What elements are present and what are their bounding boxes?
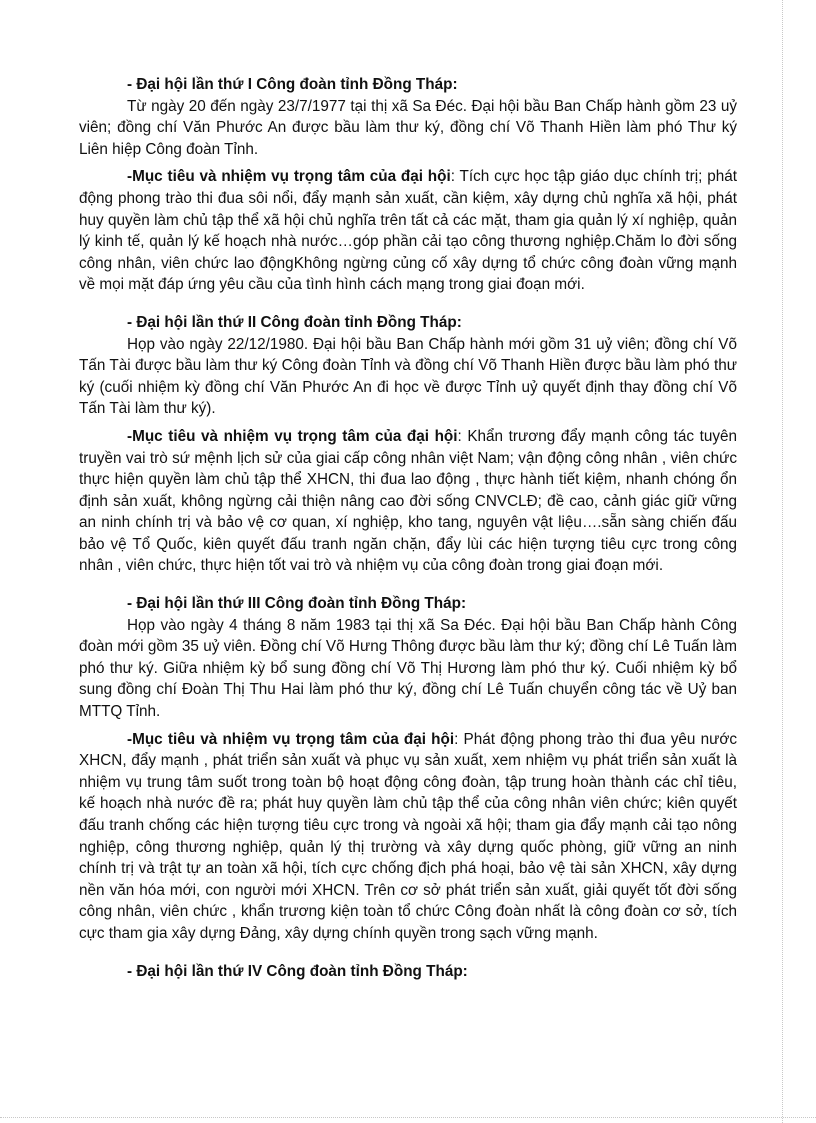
- section-heading: - Đại hội lần thứ I Công đoàn tỉnh Đồng Tháp:: [127, 76, 458, 93]
- section-goals: [79, 729, 737, 945]
- goals-text: : Tích cực học tập giáo dục chính trị; phát động phong trào thi đua sôi nổi, đẩy mạnh sản xuất, cần kiệm, xây dựng chủ nghĩa xã hội, phát huy quyền làm chủ tập thể xã hội chủ nghĩa trên tất cả các mặt, tham gia quản lý xí nghiệp, quản lý kinh tế, quản lý kế hoạch nhà nước…góp phần cải tạo công thương nghiệp.Chăm lo đời sống công nhân, viên chức lao độngKhông ngừng củng cố xây dựng tổ chức công đoàn vững mạnh về mọi mặt đáp ứng yêu cầu của tình hình cách mạng trong giai đoạn mới.: [79, 168, 737, 294]
- document-page: [79, 74, 737, 982]
- goals-lead: -Mục tiêu và nhiệm vụ trọng tâm của đại hội: [127, 730, 455, 748]
- section-congress-3: [79, 593, 737, 945]
- section-body: Họp vào ngày 4 tháng 8 năm 1983 tại thị xã Sa Đéc. Đại hội bầu Ban Chấp hành Công đoàn mới gồm 35 uỷ viên. Đồng chí Võ Hưng Thông được bầu làm thư ký; đồng chí Lê Tuấn làm phó thư ký. Giữa nhiệm kỳ bổ sung đồng chí Võ Thị Hương làm phó thư ký. Cuối nhiệm kỳ bổ sung đồng chí Đoàn Thị Thu Hai làm phó thư ký, đồng chí Lê Tuấn chuyển công tác về Uỷ ban MTTQ Tỉnh.: [79, 616, 737, 721]
- section-congress-2: [79, 312, 737, 577]
- section-heading: - Đại hội lần thứ II Công đoàn tỉnh Đồng Tháp:: [127, 313, 462, 331]
- section-heading: - Đại hội lần thứ IV Công đoàn tỉnh Đồng Tháp:: [127, 962, 468, 980]
- goals-text: : Khẩn trương đẩy mạnh công tác tuyên truyền vai trò sứ mệnh lịch sử của giai cấp công nhân việt Nam; vận động công nhân , viên chức thực hiện quyền làm chủ tập thể XHCN, thi đua lao động , thực hành tiết kiệm, nhanh chóng ổn định sản xuất, không ngừng cải thiện nâng cao đời sống CNVCLĐ; đề cao, cảnh giác giữ vững an ninh chính trị và bảo vệ cơ quan, xí nghiệp, kho tang, nguyên vật liệu….sẵn sàng chiến đấu bảo vệ Tổ Quốc, kiên quyết đấu tranh ngăn chặn, đẩy lùi các hiện tượng tiêu cực trong công nhân , viên chức, thực hiện tốt vai trò và nhiệm vụ của công đoàn trong giai đoạn mới.: [79, 427, 737, 575]
- section-congress-1: [79, 74, 737, 296]
- page-margin-guide-bottom: [0, 1117, 816, 1118]
- goals-lead: -Mục tiêu và nhiệm vụ trọng tâm của đại hội: [127, 168, 451, 186]
- page-margin-guide-right: [782, 0, 783, 1123]
- goals-lead: -Mục tiêu và nhiệm vụ trọng tâm của đại hội: [127, 427, 458, 445]
- section-body: Từ ngày 20 đến ngày 23/7/1977 tại thị xã Sa Đéc. Đại hội bầu Ban Chấp hành gồm 23 uỷ viên; đồng chí Văn Phước An được bầu làm thư ký, đồng chí Võ Thanh Hiền làm phó Thư ký Liên hiệp Công đoàn Tỉnh.: [79, 97, 737, 158]
- section-goals: [79, 426, 737, 577]
- goals-text: : Phát động phong trào thi đua yêu nước XHCN, đẩy mạnh , phát triển sản xuất và phục vụ sản xuất, xem nhiệm vụ phát triển sản xuất là nhiệm vụ trung tâm suốt trong toàn bộ hoạt động công đoàn, tập trung hoàn thành các chỉ tiêu, kế hoạch nhà nước đề ra; phát huy quyền làm chủ tập thể của công nhân viên chức; kiên quyết đấu tranh chống các hiện tượng tiêu cực trong và ngoài xã hội; tham gia đẩy mạnh cải tạo nông nghiệp, công thương nghiệp, quản lý thị trường và xây dựng quốc phòng, giữ vững an ninh chính trị và trật tự an toàn xã hội, tích cực chống địch phá hoại, bảo vệ tài sản XHCN, xây dựng nền văn hóa mới, con người mới XHCN. Trên cơ sở phát triển sản xuất, giải quyết tốt đời sống công nhân, viên chức , khẩn trương kiện toàn tổ chức Công đoàn nhất là công đoàn cơ sở, tích cực tham gia xây dựng Đảng, xây dựng chính quyền trong sạch vững mạnh.: [79, 730, 737, 942]
- section-body: Họp vào ngày 22/12/1980. Đại hội bầu Ban Chấp hành mới gồm 31 uỷ viên; đồng chí Võ Tấn Tài được bầu làm thư ký Công đoàn Tỉnh và đồng chí Võ Thanh Hiền được bầu làm phó thư ký (cuối nhiệm kỳ đồng chí Văn Phước An đi học về được Tỉnh uỷ quyết định thay đồng chí Võ Tấn Tài làm thư ký).: [79, 335, 737, 418]
- section-congress-4: [79, 961, 737, 983]
- section-goals: [79, 166, 737, 296]
- section-heading: - Đại hội lần thứ III Công đoàn tỉnh Đồng Tháp:: [127, 595, 467, 613]
